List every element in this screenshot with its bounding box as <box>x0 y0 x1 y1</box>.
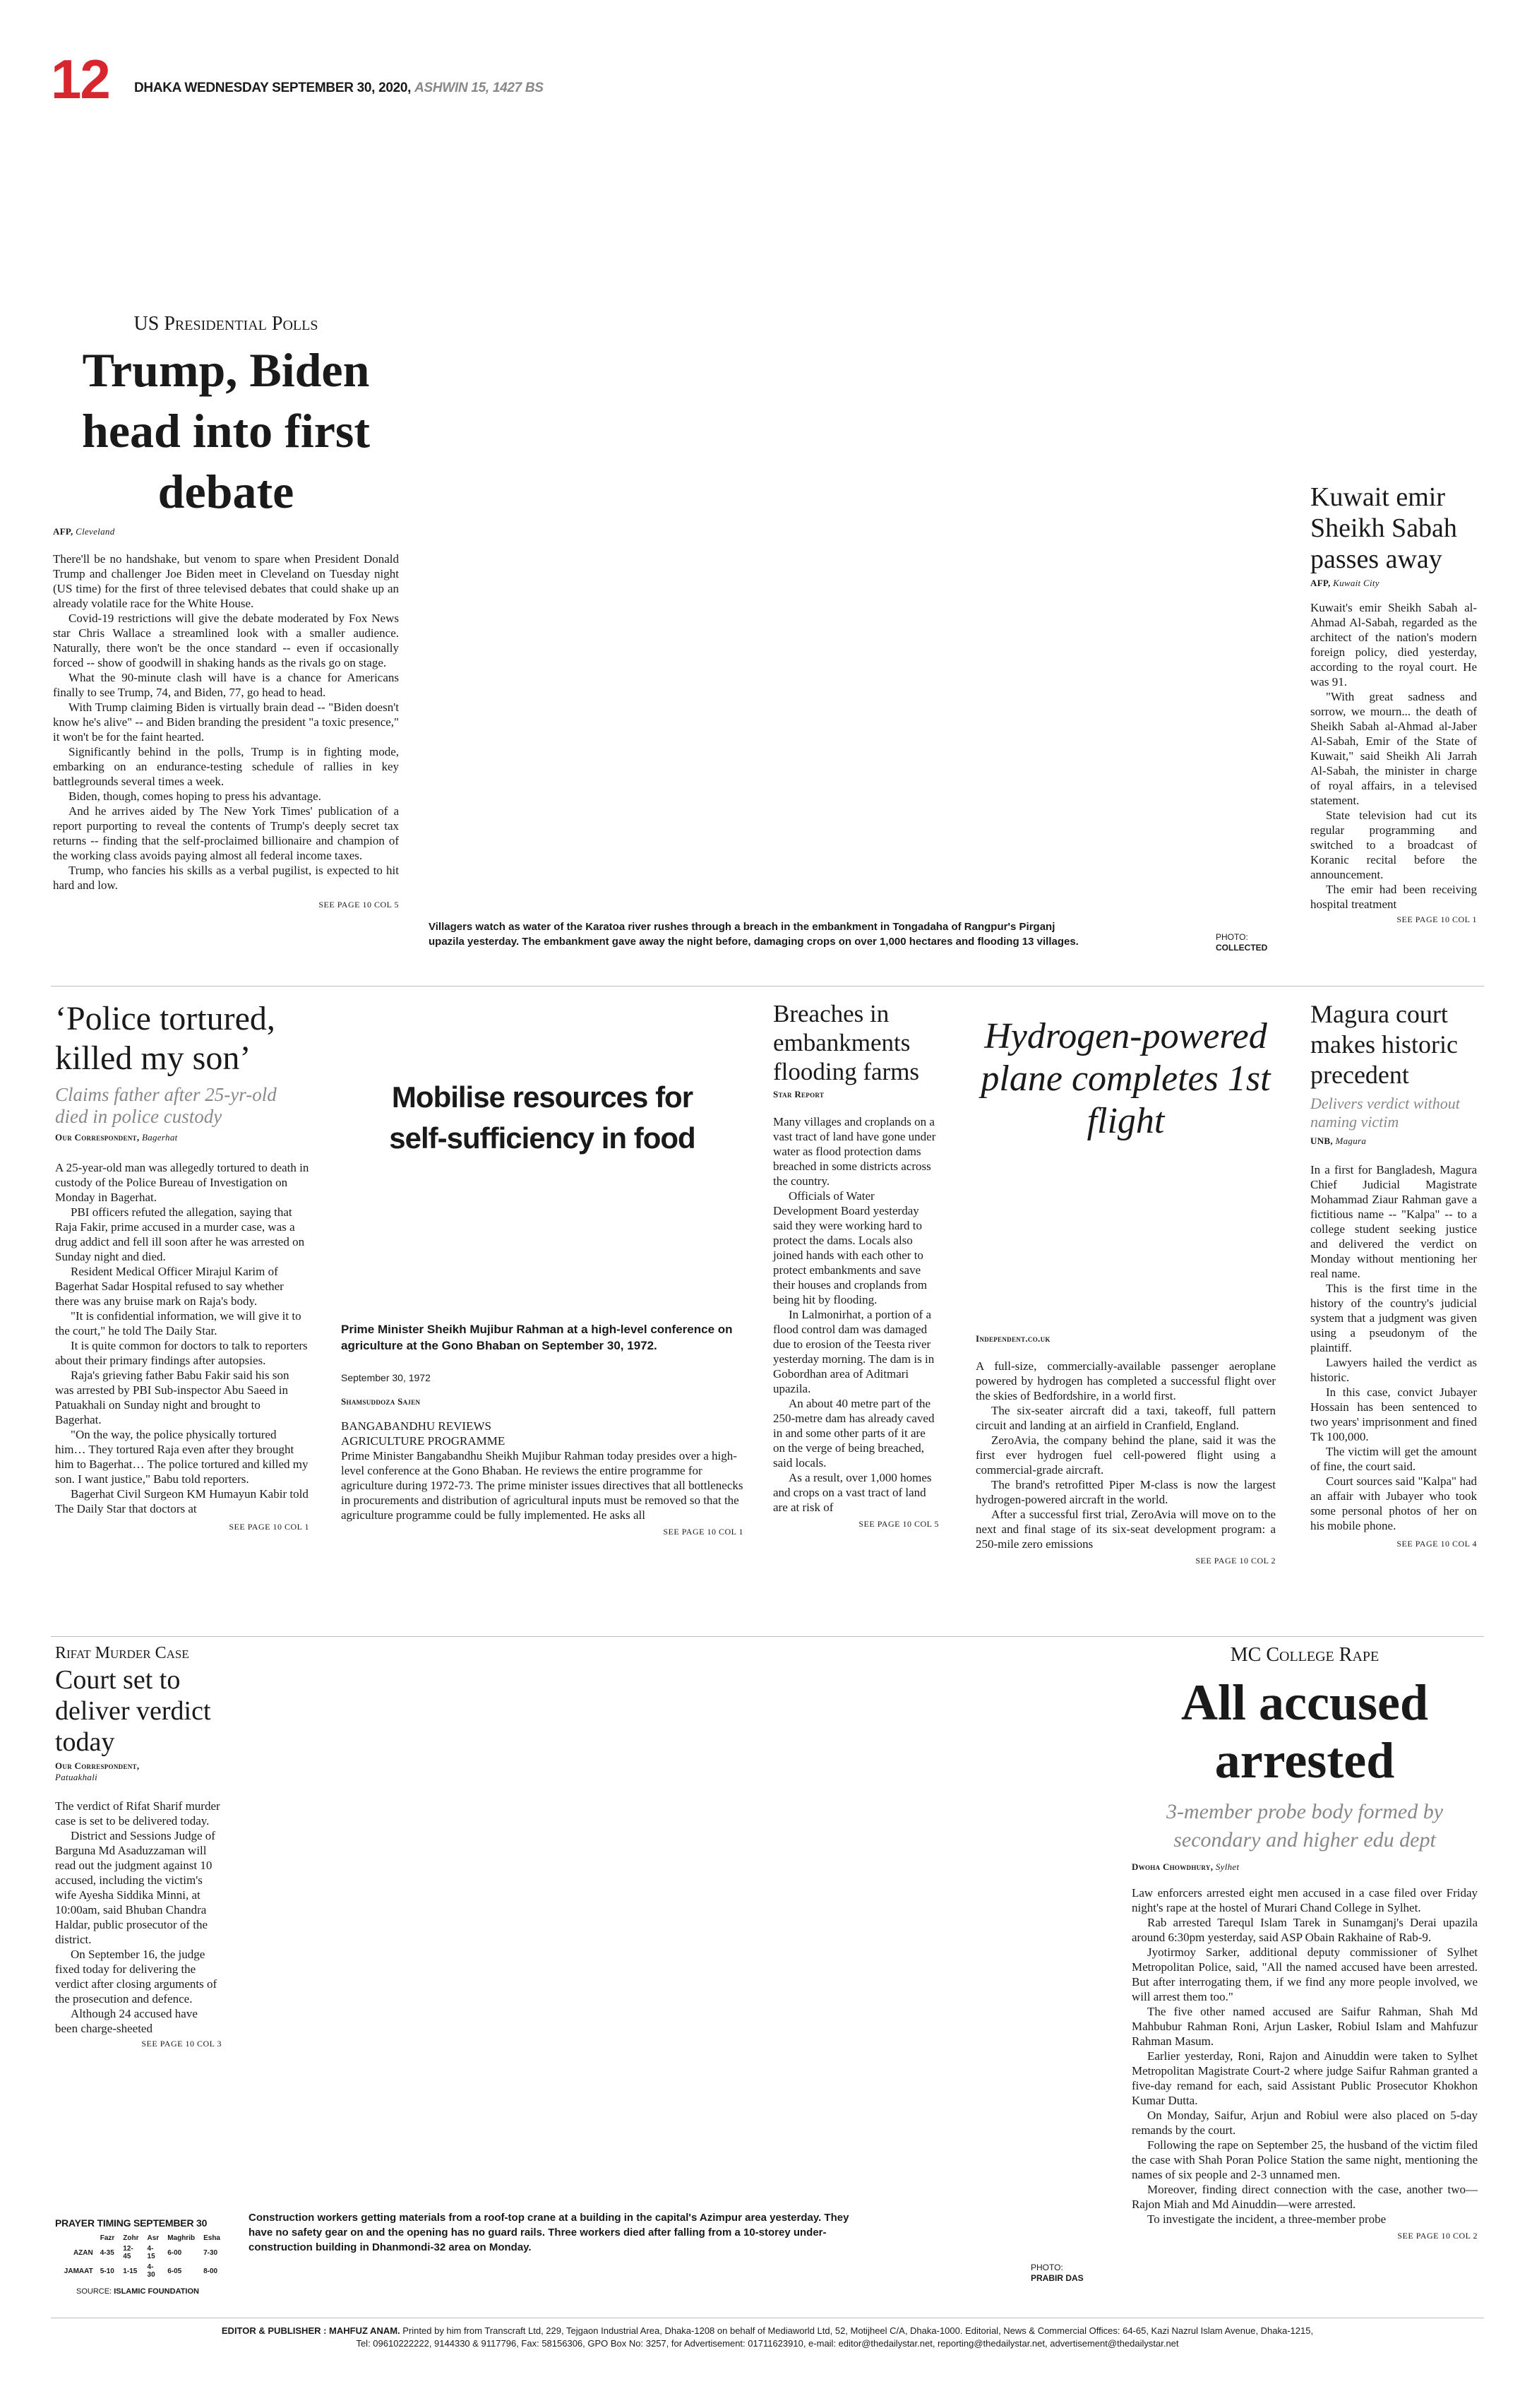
article-headline: All accused arrested <box>1181 1674 1428 1789</box>
footer-editor: EDITOR & PUBLISHER : MAHFUZ ANAM. <box>221 2325 400 2336</box>
article-body <box>55 1160 309 1516</box>
paragraph: Raja's grieving father Babu Fakir said his son was arrested by PBI Sub-inspector Abu Saeed in Patuakhali on Sunday night and brought to Bagerhat. <box>55 1369 289 1426</box>
paragraph: Many villages and croplands on a vast tract of land have gone under water as flood protection dams breached in some districts across the country. <box>773 1115 936 1188</box>
article-trump <box>53 313 399 910</box>
paragraph: Lawyers hailed the verdict as historic. <box>1310 1356 1477 1384</box>
page-number: 12 <box>51 48 109 110</box>
article-headline: Trump, Biden head into first debate <box>82 343 370 518</box>
article-breaches <box>773 999 939 1530</box>
paragraph: ZeroAvia, the company behind the plane, said it was the first ever hydrogen fuel cell-powered flight using a commercial-grade aircraft. <box>976 1434 1276 1477</box>
prayer-source: SOURCE: ISLAMIC FOUNDATION <box>76 2287 199 2296</box>
paragraph: Kuwait's emir Sheikh Sabah al-Ahmad Al-Sabah, regarded as the architect of the nation's modern foreign policy, died yesterday, according to the royal court. He was 91. <box>1310 601 1477 689</box>
paragraph: Rab arrested Tarequl Islam Tarek in Sunamganj's Derai upazila around 6:30pm yesterday, said ASP Obain Rakhaine of Rab-9. <box>1132 1916 1478 1944</box>
photo-caption: Prime Minister Sheikh Mujibur Rahman at a high-level conference on agriculture at the Gono Bhaban on September 30, 1972. <box>341 1323 733 1352</box>
byline: UNB, Magura <box>1310 1136 1367 1146</box>
date-line <box>134 81 544 96</box>
paragraph: Following the rape on September 25, the husband of the victim filed the case with Shah Poran Police Station the same night, mentioning the names of six people and 2-3 unnamed men. <box>1132 2138 1478 2181</box>
see-page-link[interactable]: SEE PAGE 10 COL 5 <box>858 1519 939 1529</box>
paragraph: There'll be no handshake, but venom to spare when President Donald Trump and challenger Joe Biden meet in Cleveland on Tuesday night (US time) for the first of three televised debates that could shake up an already volatile race for the White House. <box>53 552 399 610</box>
byline: Dwoha Chowdhury, Sylhet <box>1132 1861 1240 1872</box>
paragraph: Jyotirmoy Sarker, additional deputy commissioner of Sylhet Metropolitan Police, said, "All the named accused have been arrested. But after interrogating them, if we find any more people involved, we will arrest them too." <box>1132 1945 1478 2003</box>
article-kicker: MC College Rape <box>1230 1644 1380 1666</box>
header-maghrib: Maghrib <box>167 2234 196 2242</box>
paragraph: What the 90-minute clash will have is a chance for Americans finally to see Trump, 74, and Biden, 77, go head to head. <box>53 671 399 699</box>
divider <box>51 1636 1484 1637</box>
byline: Independent.co.uk <box>976 1333 1051 1344</box>
paragraph: This is the first time in the history of the country's judicial system that a judgment was given using a pseudonym of the plaintiff. <box>1310 1282 1477 1354</box>
article-date: September 30, 1972 <box>341 1372 431 1383</box>
article-headline: Hydrogen-powered plane completes 1st flight <box>981 1016 1271 1141</box>
see-page-link[interactable]: SEE PAGE 10 COL 1 <box>1396 914 1477 924</box>
header-asr: Asr <box>147 2234 160 2242</box>
article-body <box>53 552 399 893</box>
see-page-link[interactable]: SEE PAGE 10 COL 2 <box>1397 2231 1478 2241</box>
see-page-link[interactable]: SEE PAGE 10 COL 1 <box>229 1522 309 1532</box>
paragraph: With Trump claiming Biden is virtually brain dead -- "Biden doesn't know he's alive" -- and Biden branding the president "a toxic presence," it won't be for the faint hearted. <box>53 701 399 744</box>
paragraph: "On the way, the police physically tortured him… They tortured Raja even after they brought him to Bagerhat… The police tortured and killed my son. I want justice," Babu told reporters. <box>55 1428 309 1486</box>
article-subhead: Delivers verdict without naming victim <box>1310 1095 1460 1131</box>
paragraph: A 25-year-old man was allegedly tortured to death in custody of the Police Bureau of Investigation on Monday in Bagerhat. <box>55 1161 309 1204</box>
paragraph: Law enforcers arrested eight men accused in a case filed over Friday night's rape at the hostel of Murari Chand College in Sylhet. <box>1132 1886 1478 1914</box>
bangla-date: ASHWIN 15, 1427 BS <box>414 81 544 95</box>
see-page-link[interactable]: SEE PAGE 10 COL 2 <box>1195 1556 1276 1566</box>
paragraph: Court sources said "Kalpa" had an affair with Jubayer who took some personal photos of her on his mobile phone. <box>1310 1474 1477 1532</box>
article-police <box>55 999 309 1532</box>
masthead <box>51 48 757 110</box>
prayer-title: PRAYER TIMING SEPTEMBER 30 <box>55 2217 208 2229</box>
see-page-link[interactable]: SEE PAGE 10 COL 3 <box>141 2039 222 2049</box>
article-headline: Court set to deliver verdict today <box>55 1665 211 1757</box>
prayer-timing-box <box>55 2217 225 2296</box>
paragraph: Moreover, finding direct connection with the case, another two—Rajon Miah and Md Ainuddin—were arrested. <box>1132 2183 1478 2211</box>
paragraph: PBI officers refuted the allegation, saying that Raja Fakir, prime accused in a murder case, was a drug addict and fell ill soon after he was arrested on Sunday night and died. <box>55 1205 305 1263</box>
paragraph: Bagerhat Civil Surgeon KM Humayun Kabir told The Daily Star that doctors at <box>55 1487 309 1515</box>
table-row: JAMAAT 5-10 1-15 4-30 6-05 8-00 <box>64 2263 218 2279</box>
article-body <box>1132 1885 1478 2227</box>
article-headline: Kuwait emir Sheikh Sabah passes away <box>1310 482 1457 574</box>
prayer-table <box>55 2233 225 2280</box>
photo-credit: PHOTO: PRABIR DAS <box>1031 2263 1084 2283</box>
article-body <box>976 1359 1276 1551</box>
article-headline: Breaches in embankments flooding farms <box>773 1000 920 1085</box>
paragraph: And he arrives aided by The New York Times' publication of a report purporting to reveal the contents of Trump's deeply secret tax returns -- finding that the self-proclaimed billionaire and champion of the working class avoids paying almost all federal income taxes. <box>53 804 399 862</box>
see-page-link[interactable]: SEE PAGE 10 COL 4 <box>1396 1539 1477 1549</box>
paragraph: Officials of Water Development Board yesterday said they were working hard to protect the dams. Locals also joined hands with each other to protect embankments and save their houses and croplands from being hit by flooding. <box>773 1189 928 1306</box>
photo-caption: Construction workers getting materials from a roof-top crane at a building in the capital's Azimpur area yesterday. They have no safety gear on and the opening has no guard rails. Three workers died after falling from a 10-storey under-construction building in Dhanmondi-32 area on Monday. <box>249 2212 849 2253</box>
article-rifat <box>55 1644 222 2049</box>
article-subhead: Claims father after 25-yr-old died in police custody <box>55 1084 277 1127</box>
paragraph: An about 40 metre part of the 250-metre dam has already caved in and some other parts of it are on the verge of being breached, said locals. <box>773 1397 935 1470</box>
paragraph: State television had cut its regular programming and switched to a broadcast of Koranic recital before the announcement. <box>1310 809 1477 881</box>
article-headline: Mobilise resources for self-sufficiency in food <box>389 1080 695 1155</box>
article-body <box>1310 1162 1477 1533</box>
header-fazr: Fazr <box>100 2234 115 2242</box>
paragraph: Although 24 accused have been charge-sheeted <box>55 2007 198 2035</box>
byline: Shamsuddoza Sajen <box>341 1396 421 1407</box>
byline: AFP, Kuwait City <box>1310 578 1380 588</box>
article-hydrogen <box>976 1015 1276 1566</box>
paragraph: Biden, though, comes hoping to press his advantage. <box>68 789 321 803</box>
article-body <box>773 1114 939 1515</box>
byline: Our Correspondent, Bagerhat <box>55 1132 178 1143</box>
paragraph: To investigate the incident, a three-member probe <box>1147 2212 1387 2226</box>
paragraph: The verdict of Rifat Sharif murder case is set to be delivered today. <box>55 1799 220 1828</box>
article-mc <box>1132 1644 1478 2241</box>
paragraph: In this case, convict Jubayer Hossain has been sentenced to two years' imprisonment and fined Tk 100,000. <box>1310 1385 1477 1443</box>
paragraph: The five other named accused are Saifur Rahman, Shah Md Mahbubur Rahman Roni, Arjun Lasker, Robiul Islam and Mahfuzur Rahman Masum. <box>1132 2005 1478 2048</box>
paragraph: "With great sadness and sorrow, we mourn... the death of Sheikh Sabah al-Ahmad al-Jaber Al-Sabah, Emir of the State of Kuwait," said Sheikh Ali Jarrah Al-Sabah, the minister in charge of royal affairs, in a televised statement. <box>1310 690 1477 807</box>
footer-address: Printed by him from Transcraft Ltd, 229, Tejgaon Industrial Area, Dhaka-1208 on behalf of Mediaworld Ltd, 52, Motijheel C/A, Dhaka-1000. Editorial, News & Commercial Offices: 64-65, Kazi Nazrul Islam Avenue, Dhaka-1215, <box>400 2325 1314 2336</box>
article-headline: ‘Police tortured, killed my son’ <box>55 1000 275 1077</box>
see-page-link[interactable]: SEE PAGE 10 COL 1 <box>663 1527 743 1537</box>
divider <box>51 986 1484 987</box>
article-magura <box>1310 999 1477 1549</box>
section-title: BANGABANDHU REVIEWS AGRICULTURE PROGRAMME <box>341 1419 505 1448</box>
paragraph: The victim will get the amount of fine, the court said. <box>1310 1445 1477 1473</box>
paragraph: A full-size, commercially-available passenger aeroplane powered by hydrogen has completed a successful flight over the skies of Bedfordshire, in a world first. <box>976 1359 1276 1402</box>
imprint-footer <box>51 2325 1484 2350</box>
article-mobilise <box>341 999 743 1537</box>
paragraph: As a result, over 1,000 homes and crops on a vast tract of land are at risk of <box>773 1471 932 1514</box>
paragraph: The brand's retrofitted Piper M-class is now the largest hydrogen-powered aircraft in the world. <box>976 1478 1276 1506</box>
header-zohr: Zohr <box>123 2234 139 2242</box>
article-kicker: Rifat Murder Case <box>55 1644 189 1662</box>
table-row: AZAN 4-35 12-45 4-15 6-00 7-30 <box>73 2245 218 2260</box>
paragraph: Trump, who fancies his skills as a verbal pugilist, is expected to hit hard and low. <box>53 864 399 892</box>
article-kicker: US Presidential Polls <box>133 313 318 335</box>
photo-credit: PHOTO: COLLECTED <box>1216 932 1268 953</box>
paragraph: The six-seater aircraft did a taxi, takeoff, full pattern circuit and landing at an airfield in Cranfield, England. <box>976 1404 1276 1432</box>
see-page-link[interactable]: SEE PAGE 10 COL 5 <box>318 900 399 910</box>
footer-contacts: Tel: 09610222222, 9144330 & 9117796, Fax: 58156306, GPO Box No: 3257, for Advertisement: 01711623910, e-mail: editor@thedailystar.net, reporting@thedailystar.net, advertisement@thedailystar.net <box>356 2338 1179 2349</box>
paragraph: The emir had been receiving hospital treatment <box>1310 883 1477 911</box>
paragraph: "It is confidential information, we will give it to the court," he told The Daily Star. <box>55 1309 301 1337</box>
paragraph: On September 16, the judge fixed today for delivering the verdict after closing arguments of the prosecution and defence. <box>55 1948 217 2005</box>
paragraph: In Lalmonirhat, a portion of a flood control dam was damaged due to erosion of the Teesta river yesterday morning. The dam is in Gobordhan area of Aditmari upazila. <box>773 1308 935 1395</box>
photo-caption: Villagers watch as water of the Karatoa river rushes through a breach in the embankment in Tongadaha of Rangpur's Pirganj upazila yesterday. The embankment gave away the night before, damaging crops on over 1,000 hectares and flooding 13 villages. <box>429 921 1079 948</box>
paragraph: Earlier yesterday, Roni, Rajon and Ainuddin were taken to Sylhet Metropolitan Magistrate Court-2 where judge Saifur Rahman granted a five-day remand for each, said Assistant Public Prosecutor Khokhon Kumar Dutta. <box>1132 2049 1478 2107</box>
header-esha: Esha <box>203 2234 220 2242</box>
paragraph: Resident Medical Officer Mirajul Karim of Bagerhat Sadar Hospital refused to say whether there was any bruise mark on Raja's body. <box>55 1265 284 1308</box>
byline: AFP, Cleveland <box>53 526 115 537</box>
article-body <box>55 1799 222 2036</box>
article-headline: Magura court makes historic precedent <box>1310 1000 1458 1089</box>
byline: Our Correspondent, Patuakhali <box>55 1760 140 1782</box>
paragraph: Prime Minister Bangabandhu Sheikh Mujibur Rahman today presides over a high-level conference at the Gono Bhaban. He reviews the entire programme for agriculture during 1972-73. The prime minister issues directives that all bottlenecks in procurements and distribution of agricultural inputs must be removed so that the agriculture programme could be fully implemented. He asks all <box>341 1449 743 1522</box>
article-kuwait <box>1310 482 1477 925</box>
paragraph: District and Sessions Judge of Barguna Md Asaduzzaman will read out the judgment against 10 accused, including the victim's wife Ayesha Siddika Minni, at 10:00am, said Bhuban Chandra Haldar, public prosecutor of the district. <box>55 1829 215 1946</box>
byline: Star Report <box>773 1089 825 1099</box>
paragraph: It is quite common for doctors to talk to reporters about their primary findings after autopsies. <box>55 1339 308 1367</box>
date-text: DHAKA WEDNESDAY SEPTEMBER 30, 2020, <box>134 81 412 95</box>
article-body <box>341 1448 743 1522</box>
paragraph: Significantly behind in the polls, Trump is in fighting mode, embarking on an endurance-testing schedule of rallies in key battlegrounds several times a week. <box>53 745 399 788</box>
paragraph: In a first for Bangladesh, Magura Chief Judicial Magistrate Mohammad Ziaur Rahman gave a fictitious name -- "Kalpa" -- to a college student seeking justice and delivered the verdict on Monday without mentioning her real name. <box>1310 1163 1477 1280</box>
article-subhead: 3-member probe body formed by secondary and higher edu dept <box>1166 1800 1444 1852</box>
paragraph: Covid-19 restrictions will give the debate moderated by Fox News star Chris Wallace a streamlined look with a smaller audience. Naturally, there won't be the once standard -- even if occasionally forced -- show of goodwill in shaking hands as the rivals go on stage. <box>53 612 399 669</box>
article-body <box>1310 600 1477 912</box>
paragraph: After a successful first trial, ZeroAvia will move on to the next and final stage of its six-seat development program: a 250-mile zero emissions <box>976 1508 1276 1551</box>
paragraph: On Monday, Saifur, Arjun and Robiul were also placed on 5-day remands by the court. <box>1132 2109 1478 2137</box>
